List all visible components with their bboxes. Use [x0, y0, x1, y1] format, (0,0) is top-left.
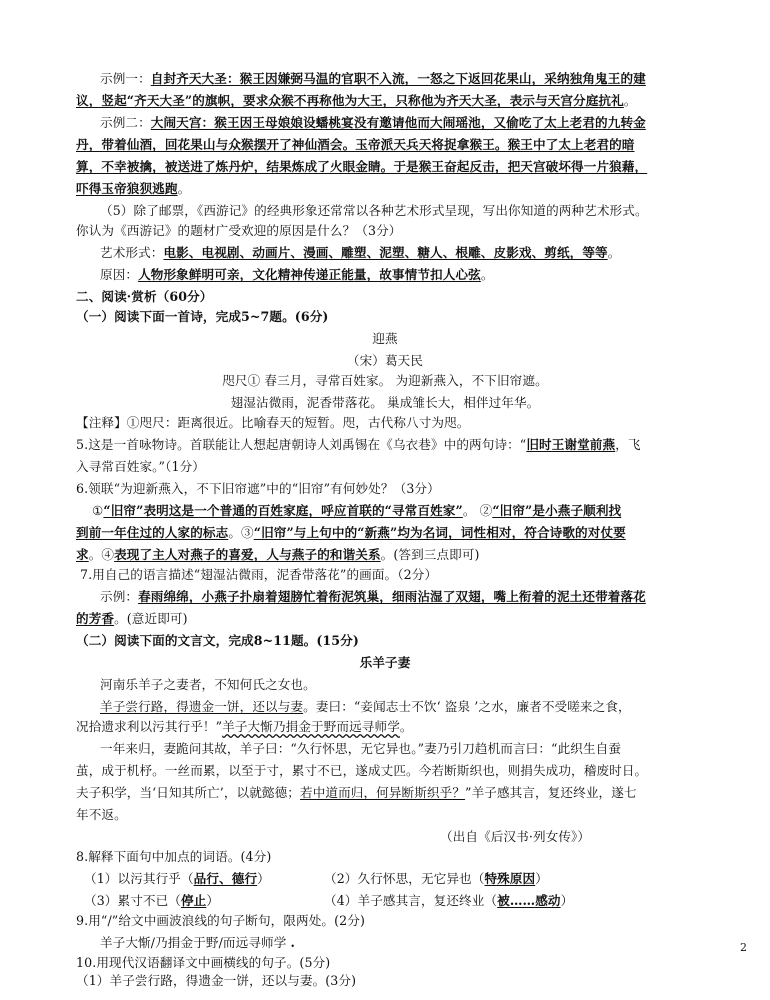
answer-text: 品行、德行	[193, 871, 258, 886]
poem-line-1: 咫尺① 春三月，寻常百姓家。 为迎新燕入，不下旧帘遮。	[222, 373, 548, 388]
punctuation: 。	[177, 181, 191, 196]
marker: ①	[92, 503, 104, 518]
question-8: 8.解释下面句中加点的词语。(4分)	[76, 849, 272, 864]
answer-9	[100, 934, 295, 952]
answer-text: 丹，带着仙酒，回花果山与众猴摆开了神仙酒会。玉帝派天兵天将捉拿猴王。猴王中了太上老君的暗	[76, 137, 635, 152]
answer-text: 大闹天宫：猴王因王母娘娘设蟠桃宴没有邀请他而大闹瑶池，又偷吃了太上老君的九转金	[150, 115, 646, 130]
poem-title: 迎燕	[372, 331, 398, 346]
page-number: 2	[740, 941, 747, 954]
answer-text: 自封齐天大圣：猴王因嫌弼马温的官职不入流，一怒之下返回花果山，采纳独角鬼王的建	[150, 71, 646, 86]
answer-text: 电影、电视剧、动画片、漫画、雕塑、泥塑、糖人、根雕、皮影戏、剪纸，等等	[163, 245, 608, 260]
art-label: 艺术形式：	[100, 245, 164, 260]
subsection-1-heading: （一）阅读下面一首诗，完成5~7题。(6分)	[76, 309, 329, 324]
note-text: 。(意近即可)	[114, 611, 188, 626]
answer-text: 表现了主人对燕子的喜爱，人与燕子的和谐关系	[114, 547, 381, 562]
marker: 。③	[228, 525, 254, 540]
punctuation: ）	[257, 871, 270, 886]
punctuation: ）	[535, 871, 548, 886]
passage-source: （出自《后汉书·列女传》）	[440, 829, 591, 844]
question-text: ，飞	[615, 437, 641, 452]
question-10	[76, 954, 330, 972]
answer-text: “旧帘”与上句中的“新燕”均为名词，词性相对，符合诗歌的对仗要	[253, 525, 626, 540]
question-8-item-4	[324, 892, 573, 910]
example-2-line-1	[100, 114, 646, 132]
marker: 。 ②	[462, 503, 493, 518]
wavy-underlined-sentence: 羊子大惭乃捐金于野而远寻师学	[222, 719, 400, 734]
punctuation: 。	[607, 245, 621, 260]
poem-author: （宋）葛天民	[346, 353, 424, 368]
answer-text: “旧帘”是小燕子顺利找	[492, 503, 622, 518]
question-7: 7.用自己的语言描述“翅湿沾微雨，泥香带落花”的画面。（2分）	[80, 567, 438, 582]
question-text: （2）久行怀思，无它异也（	[324, 871, 485, 886]
underlined-sentence: 羊子尝行路，得遗金一饼，还以与妻	[100, 699, 304, 714]
classical-text-title: 乐羊子妻	[359, 655, 411, 670]
question-text: 5.这是一首咏物诗。首联能让人想起唐朝诗人刘禹锡在《乌衣巷》中的两句诗：“	[76, 437, 527, 452]
punctuation: ）	[560, 893, 574, 908]
question-10-part-1	[76, 972, 356, 990]
question-8-item-1	[84, 870, 270, 888]
example-1-line-2	[76, 92, 637, 110]
reason-answer	[100, 266, 494, 284]
question-5-part-5-line-1: （5）除了邮票，《西游记》的经典形象还常常以各种艺术形式呈现，写出你知道的两种艺术形式。	[100, 203, 648, 218]
answer-6-line-3	[76, 546, 480, 564]
question-6: 6.领联“为迎新燕入，不下旧帘遮”中的“旧帘”有何妙处？（3分）	[76, 481, 440, 496]
question-text: 10.用现代汉语翻译文中画横线的句子。(5分)	[76, 955, 331, 970]
question-5-part-5-line-2: 你认为《西游记》的题材广受欢迎的原因是什么？（3分）	[76, 223, 402, 238]
section-2-heading: 二、阅读·赏析（60分）	[76, 289, 213, 304]
punctuation: 。	[399, 719, 413, 734]
subsection-2-heading: （二）阅读下面的文言文，完成8~11题。(15分)	[76, 633, 359, 648]
answer-6-line-2	[76, 524, 626, 542]
passage-line-4: 一年来归，妻跪问其故，羊子曰：“久行怀思，无它异也。”妻乃引刀趋机而言曰：“此织生自蚕	[100, 741, 622, 756]
answer-6-line-1	[92, 502, 621, 520]
answer-text: 羊子大惭/乃捐金于野/而远寻师学	[100, 935, 287, 950]
passage-line-3	[76, 718, 413, 736]
answer-text: 求	[76, 547, 89, 562]
punctuation: 。	[623, 93, 637, 108]
question-8-item-3	[84, 892, 219, 910]
punctuation: ）	[206, 893, 220, 908]
example-2-line-2	[76, 136, 635, 154]
example-2-line-4	[76, 180, 190, 198]
note-text: 。(答到三点即可)	[380, 547, 480, 562]
passage-line-2	[100, 698, 631, 716]
question-text: （3）累寸不已（	[84, 893, 181, 908]
answer-text: “旧帘”表明这是一个普通的百姓家庭，呼应首联的“寻常百姓家”	[103, 503, 463, 518]
underlined-sentence: 若中道而归，何异断斯织乎？	[300, 785, 466, 800]
example-label: 示例二：	[100, 115, 151, 130]
answer-text: 特殊原因	[484, 871, 536, 886]
answer-text: 停止	[180, 893, 207, 908]
passage-text: 况拾遗求利以污其行乎！”	[76, 719, 223, 734]
passage-line-1: 河南乐羊子之妻者，不知何氏之女也。	[100, 677, 316, 692]
question-text: （4）羊子感其言，复还终业（	[324, 893, 498, 908]
punctuation: .	[290, 935, 296, 950]
example-label: 示例：	[100, 589, 139, 604]
answer-text: 算，不幸被擒，被送进了炼丹炉，结果炼成了火眼金睛。于是猴王奋起反击，把天宫破坏得一片狼藉，	[76, 159, 648, 174]
answer-7-line-2	[76, 610, 188, 628]
question-5-line-1	[76, 436, 641, 454]
poem-line-2: 翅湿沾微雨，泥香带落花。 巢成雏长大，相伴过年华。	[230, 395, 540, 410]
answer-text: 到前一年住过的人家的标志	[76, 525, 229, 540]
passage-line-5: 茧，成于机杼。一丝而累，以至于寸，累寸不已，遂成丈匹。今若断斯织也，则捐失成功，稽废时日。	[76, 763, 648, 778]
example-label: 示例一：	[100, 71, 151, 86]
question-text: （1）羊子尝行路，得遗金一饼，还以与妻。(3分)	[76, 973, 357, 988]
answer-text: 议，竖起“齐天大圣”的旗帜，要求众猴不再称他为大王，只称他为齐天大圣，表示与天宫分庭抗礼	[76, 93, 624, 108]
punctuation: 。	[480, 267, 494, 282]
marker: 。④	[88, 547, 115, 562]
passage-text: 夫子积学，当‘日知其所亡’，以就懿德；	[76, 785, 300, 800]
passage-text: ”羊子感其言，复还终业，遂七	[465, 785, 637, 800]
answer-7-line-1	[100, 588, 646, 606]
answer-text: 旧时王谢堂前燕	[526, 437, 616, 452]
question-8-item-2	[324, 870, 548, 888]
art-forms-answer	[100, 244, 620, 262]
poem-note: 【注释】①咫尺：距离很近。比喻春天的短暂。咫，古代称八寸为咫。	[76, 415, 470, 430]
question-9: 9.用“/”给文中画波浪线的句子断句，限两处。(2分)	[76, 913, 365, 928]
passage-line-6	[76, 784, 637, 802]
answer-text: 被……感动	[497, 893, 561, 908]
example-1-line-1	[100, 70, 646, 88]
answer-text: 春雨绵绵，小燕子扑扇着翅膀忙着衔泥筑巢，细雨沾湿了双翅，嘴上衔着的泥土还带着落花	[138, 589, 646, 604]
answer-text: 人物形象鲜明可亲，文化精神传递正能量，故事情节扣人心弦	[138, 267, 481, 282]
reason-label: 原因：	[100, 267, 139, 282]
answer-text: 吓得玉帝狼狈逃跑	[76, 181, 178, 196]
question-text: （1）以污其行乎（	[84, 871, 194, 886]
passage-text: 。妻曰：“妾闻志士不饮‘ 盗泉 ’之水，廉者不受嗟来之食，	[303, 699, 631, 714]
question-5-line-2: 入寻常百姓家。”（1分）	[76, 459, 205, 474]
answer-text: 的芳香	[76, 611, 115, 626]
passage-line-7: 年不返。	[76, 807, 127, 822]
example-2-line-3	[76, 158, 647, 176]
